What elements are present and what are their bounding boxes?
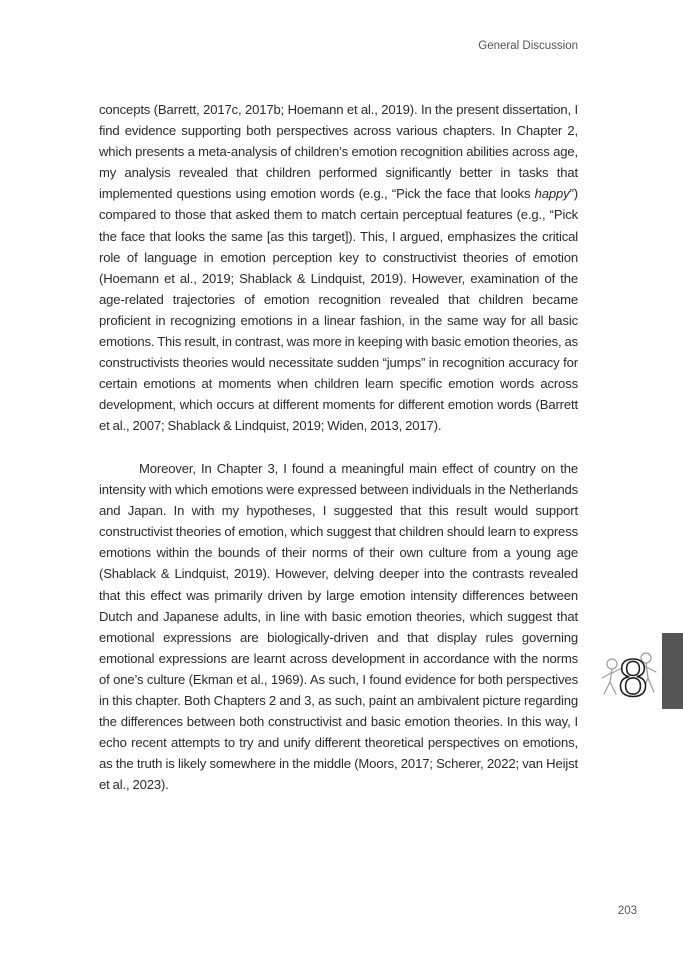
chapter-tab [662, 633, 683, 709]
chapter-8-illustration-icon [600, 644, 658, 700]
page-number: 203 [617, 905, 637, 917]
running-header: General Discussion [478, 40, 578, 52]
emphasis-happy: happy [534, 186, 570, 202]
paragraph-1: concepts (Barrett, 2017c, 2017b; Hoemann et al., 2019). In the present dissertation, I find evidence supporting both perspectives across various chapters. In Chapter 2, which presents a meta-analysis of children’s emotion recognition abilities across age, my analysis revealed that children performed significantly better in tasks that implemented questions using emotion words (e.g., “Pick the face that looks happy”) compared to those that asked them to match certain perceptual features (e.g., “Pick the face that looks the same [as this target]). This, I argued, emphasizes the critical role of language in emotion perception key to constructivist theories of emotion (Hoemann et al., 2019; Shablack & Lindquist, 2019). However, examination of the age-related trajectories of emotion recognition revealed that children became proficient in recognizing emotions in a linear fashion, in the same way for all basic emotions. This result, in contrast, was more in keeping with basic emotion theories, as constructivists theories would necessitate sudden “jumps” in recognition accuracy for certain emotions at moments when children learn specific emotion words across development, which occurs at different moments for different emotion words (Barrett et al., 2007; Shablack & Lindquist, 2019; Widen, 2013, 2017). [99, 102, 578, 434]
body-text [99, 99, 578, 796]
chapter-number: 8 [617, 650, 649, 700]
paragraph-2: Moreover, In Chapter 3, I found a meaningful main effect of country on the intensity with which emotions were expressed between individuals in the Netherlands and Japan. In with my hypotheses, I suggested that this result would support constructivist theories of emotion, which suggest that children should learn to express emotions within the bounds of their norms of their own culture from a young age (Shablack & Lindquist, 2019). However, delving deeper into the contrasts revealed that this effect was primarily driven by large emotion intensity differences between Dutch and Japanese adults, in line with basic emotion theories, which suggest that emotional expressions are biologically-driven and that display rules governing emotional expressions are learnt across development in accordance with the norms of one’s culture (Ekman et al., 1969). As such, I found evidence for both perspectives in this chapter. Both Chapters 2 and 3, as such, paint an ambivalent picture regarding the differences between both constructivist and basic emotion theories. In this way, I echo recent attempts to try and unify different theoretical perspectives on emotions, as the truth is likely somewhere in the middle (Moors, 2017; Scherer, 2022; van Heijst et al., 2023). [99, 461, 578, 793]
